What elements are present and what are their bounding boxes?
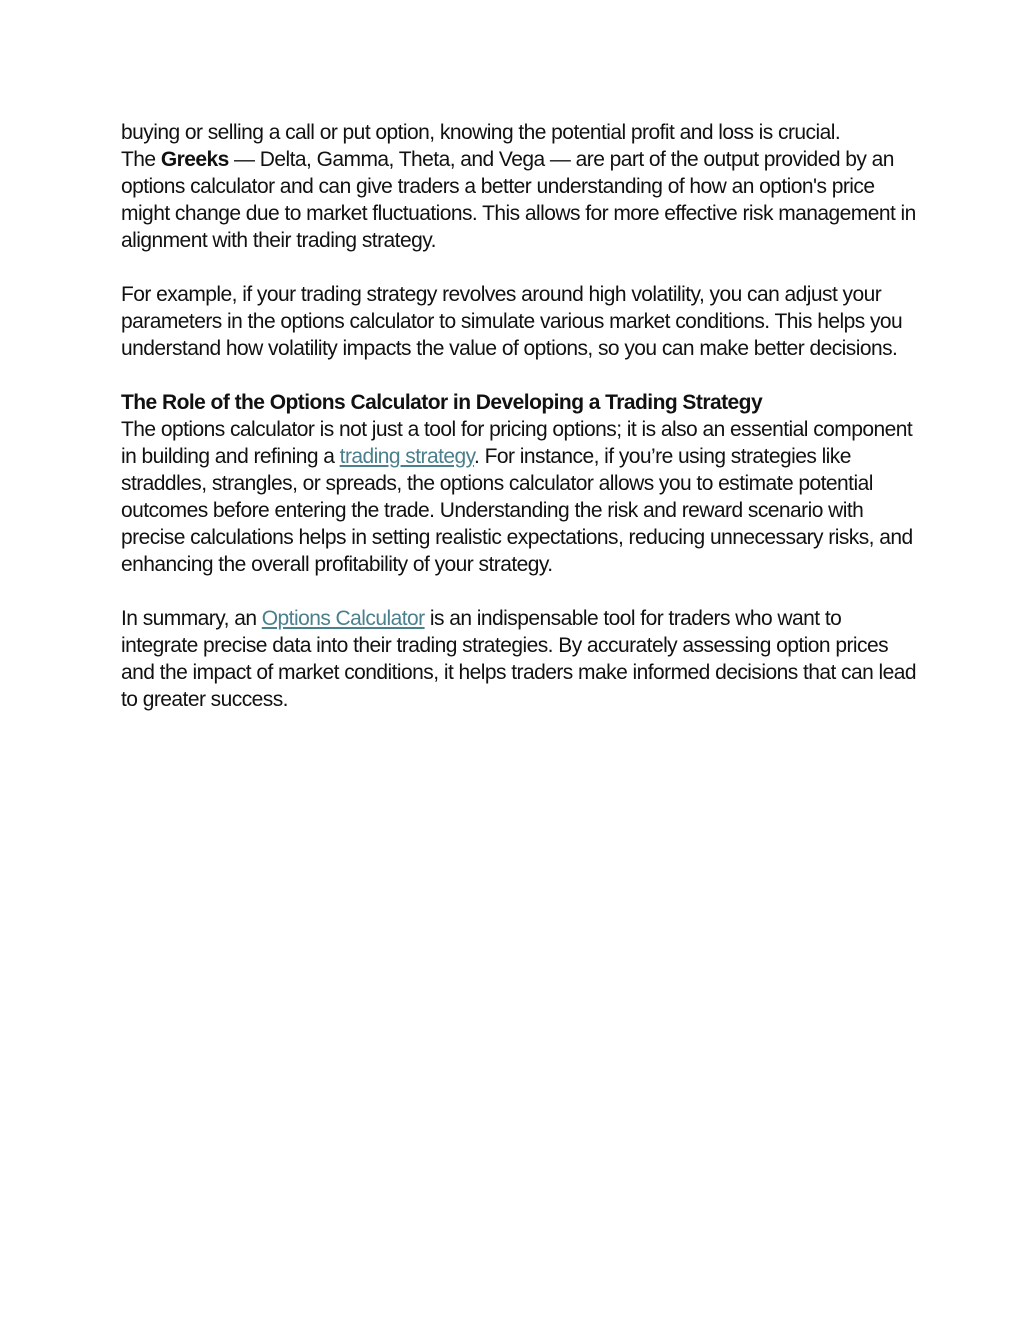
paragraph-role-post: . For instance, if you’re using strategies like straddles, strangles, or spreads, the options calculator allows you to estimate potential outcomes before entering the trade. Understanding the risk and reward scenario with precise calculations helps in setting realistic expectations, reducing unnecessary risks, and enhancing the overall profitability of your strategy. xyxy=(121,445,913,576)
paragraph-greeks xyxy=(121,119,921,254)
paragraph-summary xyxy=(121,605,921,713)
options-calculator-link[interactable]: Options Calculator xyxy=(261,607,425,630)
paragraph-role-pre: The options calculator is not just a tool for pricing options; it is also an essential component in building and refining a xyxy=(121,418,913,468)
paragraph-volatility-example: For example, if your trading strategy revolves around high volatility, you can adjust your parameters in the options calculator to simulate various market conditions. This helps you understand how volatility impacts the value of options, so you can make better decisions. xyxy=(121,283,903,360)
paragraph-summary-post: is an indispensable tool for traders who want to integrate precise data into their trading strategies. By accurately assessing option prices and the impact of market conditions, it helps traders make informed decisions that can lead to greater success. xyxy=(121,607,917,711)
section-heading: The Role of the Options Calculator in Developing a Trading Strategy xyxy=(121,391,763,414)
paragraph-greeks-pre: The xyxy=(121,148,161,171)
paragraph-greeks-line1: buying or selling a call or put option, knowing the potential profit and loss is crucial. xyxy=(121,121,841,144)
trading-strategy-link[interactable]: trading strategy xyxy=(339,445,475,468)
greeks-bold-term: Greeks xyxy=(160,148,229,171)
document-body xyxy=(121,119,921,740)
paragraph-role xyxy=(121,416,921,578)
paragraph-summary-pre: In summary, an xyxy=(121,607,262,630)
paragraph-greeks-post: — Delta, Gamma, Theta, and Vega — are part of the output provided by an options calculator and can give traders a better understanding of how an option's price might change due to market fluctuations. This allows for more effective risk management in alignment with their trading strategy. xyxy=(121,148,916,252)
